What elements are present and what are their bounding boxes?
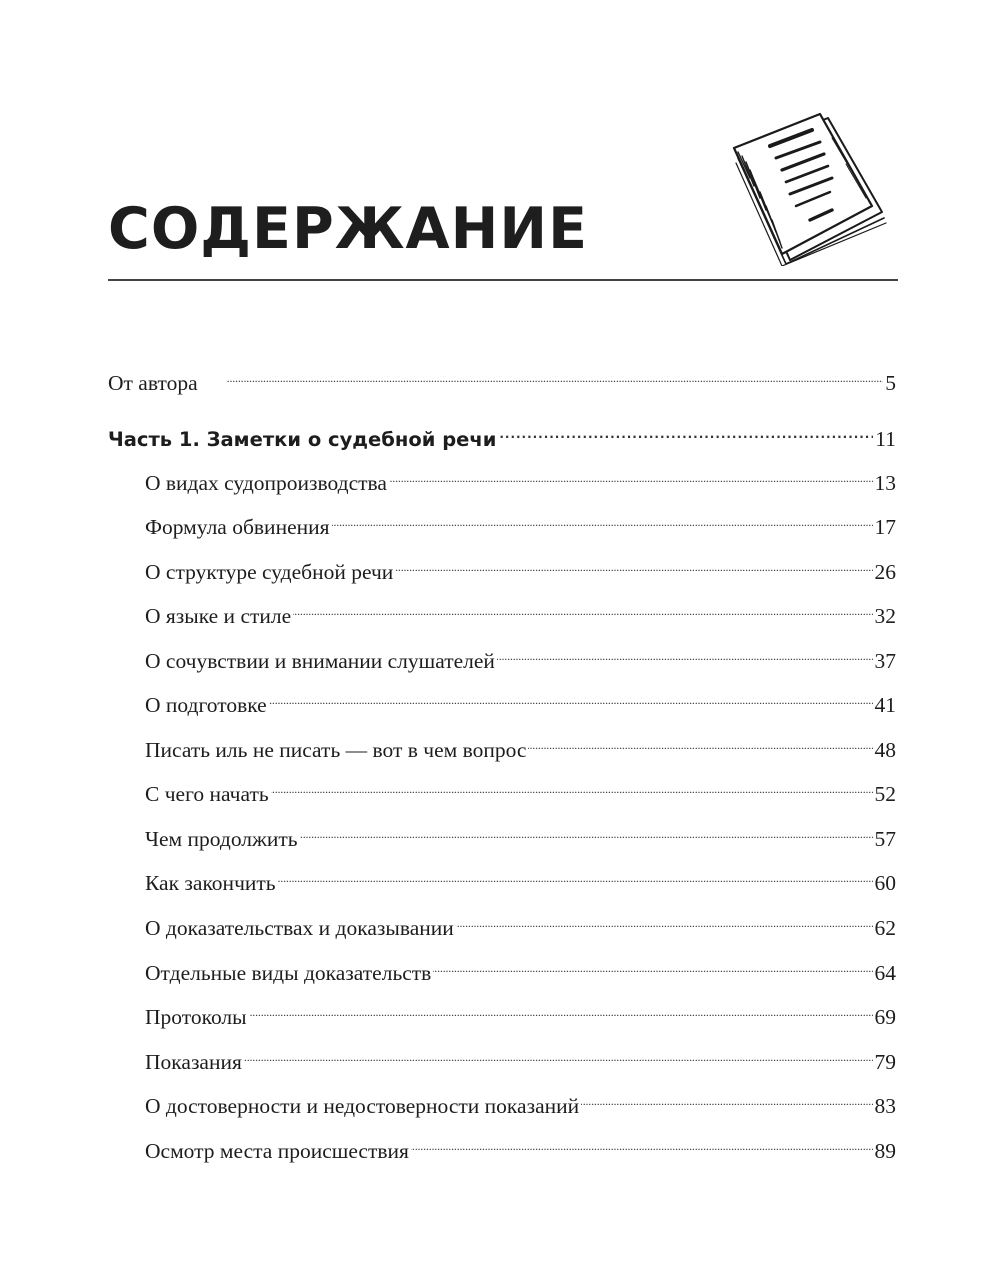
toc-entry-title: О структуре судебной речи: [145, 560, 394, 584]
toc-entry-page-number: 64: [874, 961, 896, 985]
toc-entry-title: О достоверности и недостоверности показаний: [145, 1094, 580, 1118]
toc-entry-page-number: 26: [874, 560, 896, 584]
toc-entry[interactable]: [145, 950, 896, 985]
toc-entry[interactable]: [145, 727, 896, 762]
toc-entry-title: Часть 1. Заметки о судебной речи: [108, 428, 497, 451]
toc-entry[interactable]: [145, 593, 896, 628]
toc-entry-title: От автора: [108, 371, 198, 395]
toc-entry[interactable]: [145, 460, 896, 495]
dot-leader: [332, 504, 873, 534]
toc-entry-title: О доказательствах и доказывании: [145, 916, 454, 940]
toc-entry-page-number: 89: [874, 1139, 896, 1163]
dot-leader: [278, 860, 873, 890]
page-title: СОДЕРЖАНИЕ: [108, 196, 588, 262]
toc-entry-page-number: 37: [874, 649, 896, 673]
toc-entry-title: Формула обвинения: [145, 515, 330, 539]
dot-leader: [300, 816, 873, 846]
toc-entry-title: О языке и стиле: [145, 604, 292, 628]
toc-entry-title: Чем продолжить: [145, 827, 298, 851]
toc-entry-page-number: 17: [874, 515, 896, 539]
dot-leader: [395, 549, 872, 579]
dot-leader: [389, 460, 873, 490]
toc-entry-page-number: 52: [874, 782, 896, 806]
dot-leader: [433, 950, 872, 980]
toc-entry[interactable]: [145, 905, 896, 940]
toc-entry-title: О видах судопроизводства: [145, 471, 387, 495]
toc-entry-page-number: 11: [875, 427, 896, 451]
dot-leader: [244, 1039, 873, 1069]
toc-entry-title: Отдельные виды доказательств: [145, 961, 432, 985]
toc-entry-page-number: 48: [874, 738, 896, 762]
toc-entry[interactable]: [145, 549, 896, 584]
toc-entry-page-number: 13: [874, 471, 896, 495]
toc-entry[interactable]: [145, 771, 896, 806]
toc-entry-page-number: 60: [874, 871, 896, 895]
toc-entry[interactable]: [108, 360, 896, 395]
toc-entry[interactable]: [145, 1083, 896, 1118]
toc-entry[interactable]: [145, 638, 896, 673]
dot-leader: [271, 771, 873, 801]
dot-leader: [293, 593, 872, 623]
toc-entry-title: Осмотр места происшествия: [145, 1139, 409, 1163]
toc-entry[interactable]: [145, 860, 896, 895]
toc-entry-page-number: 41: [874, 693, 896, 717]
dot-leader: [528, 727, 872, 757]
toc-entry-title: Протоколы: [145, 1005, 247, 1029]
dot-leader: [411, 1128, 873, 1158]
toc-entry[interactable]: [145, 682, 896, 717]
toc-entry-title: Как закончить: [145, 871, 276, 895]
toc-entry-title: Показания: [145, 1050, 242, 1074]
toc-entry[interactable]: [145, 816, 896, 851]
toc-entry-page-number: 62: [874, 916, 896, 940]
toc-entry-title: О подготовке: [145, 693, 267, 717]
dot-leader: [249, 994, 873, 1024]
toc-entry[interactable]: [145, 504, 896, 539]
dot-leader: [269, 682, 873, 712]
dot-leader: [581, 1083, 872, 1113]
dot-leader: [200, 360, 884, 390]
toc-entry[interactable]: [145, 1128, 896, 1163]
toc-entry[interactable]: [145, 994, 896, 1029]
dot-leader: [456, 905, 873, 935]
toc-entry-page-number: 32: [874, 604, 896, 628]
toc-entry-page-number: 83: [874, 1094, 896, 1118]
toc-entry-title: Писать иль не писать — вот в чем вопрос: [145, 738, 527, 762]
dot-leader: [497, 638, 873, 668]
toc-part-entry[interactable]: [108, 416, 896, 451]
toc-entry-page-number: 57: [874, 827, 896, 851]
toc-entry-page-number: 5: [885, 371, 896, 395]
toc-entry-title: О сочувствии и внимании слушателей: [145, 649, 495, 673]
toc-entry[interactable]: [145, 1039, 896, 1074]
toc-entry-page-number: 79: [874, 1050, 896, 1074]
toc-entry-page-number: 69: [874, 1005, 896, 1029]
toc-entry-title: С чего начать: [145, 782, 269, 806]
dot-leader: [498, 416, 873, 446]
